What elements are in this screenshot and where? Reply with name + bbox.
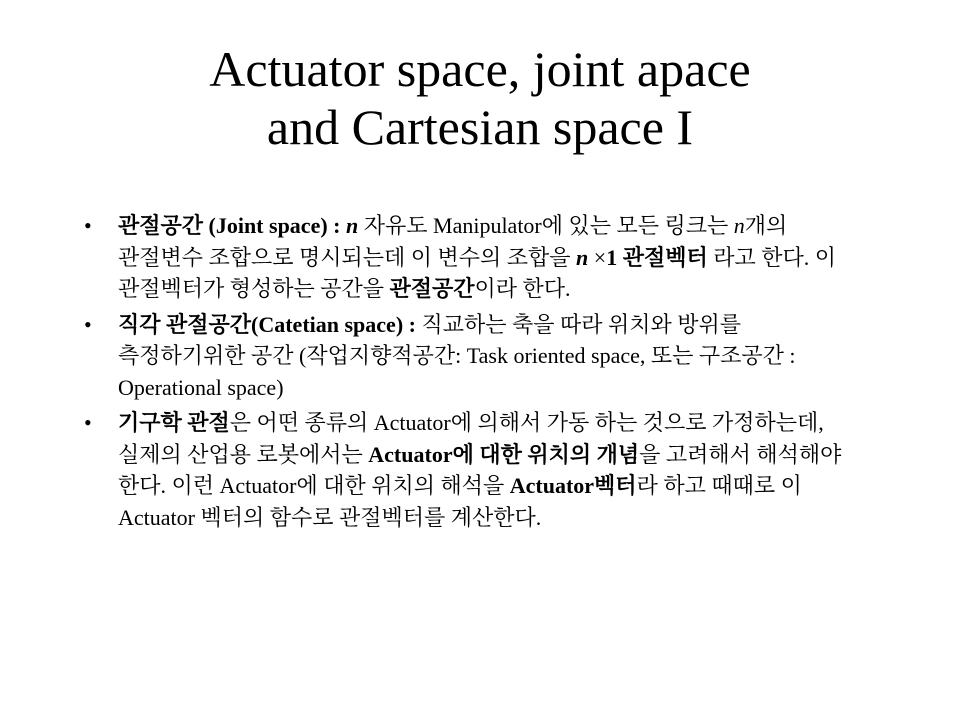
text-segment: 관절공간	[389, 276, 475, 301]
text-segment: 을 고려해서 해석해야 한다. 이런 Actuator에 대한 위치의 해석을	[118, 441, 842, 498]
bullet-list	[84, 210, 884, 537]
text-segment: 직각 관절공간(Catetian space) :	[118, 311, 422, 337]
bullet-glyph: •	[84, 311, 92, 337]
slide-title	[80, 40, 880, 156]
text-segment: 직교하는 축을 따라 위치와 방위를 측정하기위한 공간 (작업지향적공간: Task oriented space, 또는 구조공간 : Operational space)	[118, 311, 796, 400]
slide-title-line-2: and Cartesian space I	[266, 99, 694, 155]
bullet-item-cartesian-space	[84, 309, 884, 404]
text-segment: n	[733, 213, 745, 238]
text-segment: 1 관절벡터	[606, 244, 708, 270]
text-segment: Actuator에 대한 위치의 개념	[368, 441, 640, 467]
bullet-text	[118, 210, 868, 305]
text-segment: n	[346, 213, 359, 238]
text-segment: 관절공간 (Joint space) :	[118, 213, 346, 238]
bullet-glyph: •	[84, 410, 92, 435]
bullet-text	[118, 407, 868, 533]
text-segment: 이라 한다.	[474, 276, 571, 301]
text-segment: 자유도 Manipulator에 있는 모든 링크는	[358, 213, 734, 238]
text-segment: 은 어떤 종류의 Actuator에 의해서 가동 하는 것으로 가정하는데, 실제의 산업용 로봇에서는	[118, 410, 824, 467]
bullet-text	[118, 309, 868, 404]
text-segment: 라고 한다. 이 관절벡터가 형성하는 공간을	[118, 244, 836, 301]
text-segment: 기구학 관절	[118, 410, 230, 435]
bullet-glyph: •	[84, 213, 92, 238]
text-segment: Actuator벡터	[509, 473, 637, 498]
text-segment: n	[576, 244, 589, 270]
slide-title-line-1: Actuator space, joint apace	[209, 41, 751, 97]
bullet-item-joint-space	[84, 210, 884, 305]
bullet-item-actuator-space	[84, 407, 884, 533]
text-segment: 개의 관절변수 조합으로 명시되는데 이 변수의 조합을	[118, 213, 788, 270]
text-segment: ×	[588, 244, 607, 270]
text-segment: 라 하고 때때로 이 Actuator 벡터의 함수로 관절벡터를 계산한다.	[118, 473, 802, 530]
